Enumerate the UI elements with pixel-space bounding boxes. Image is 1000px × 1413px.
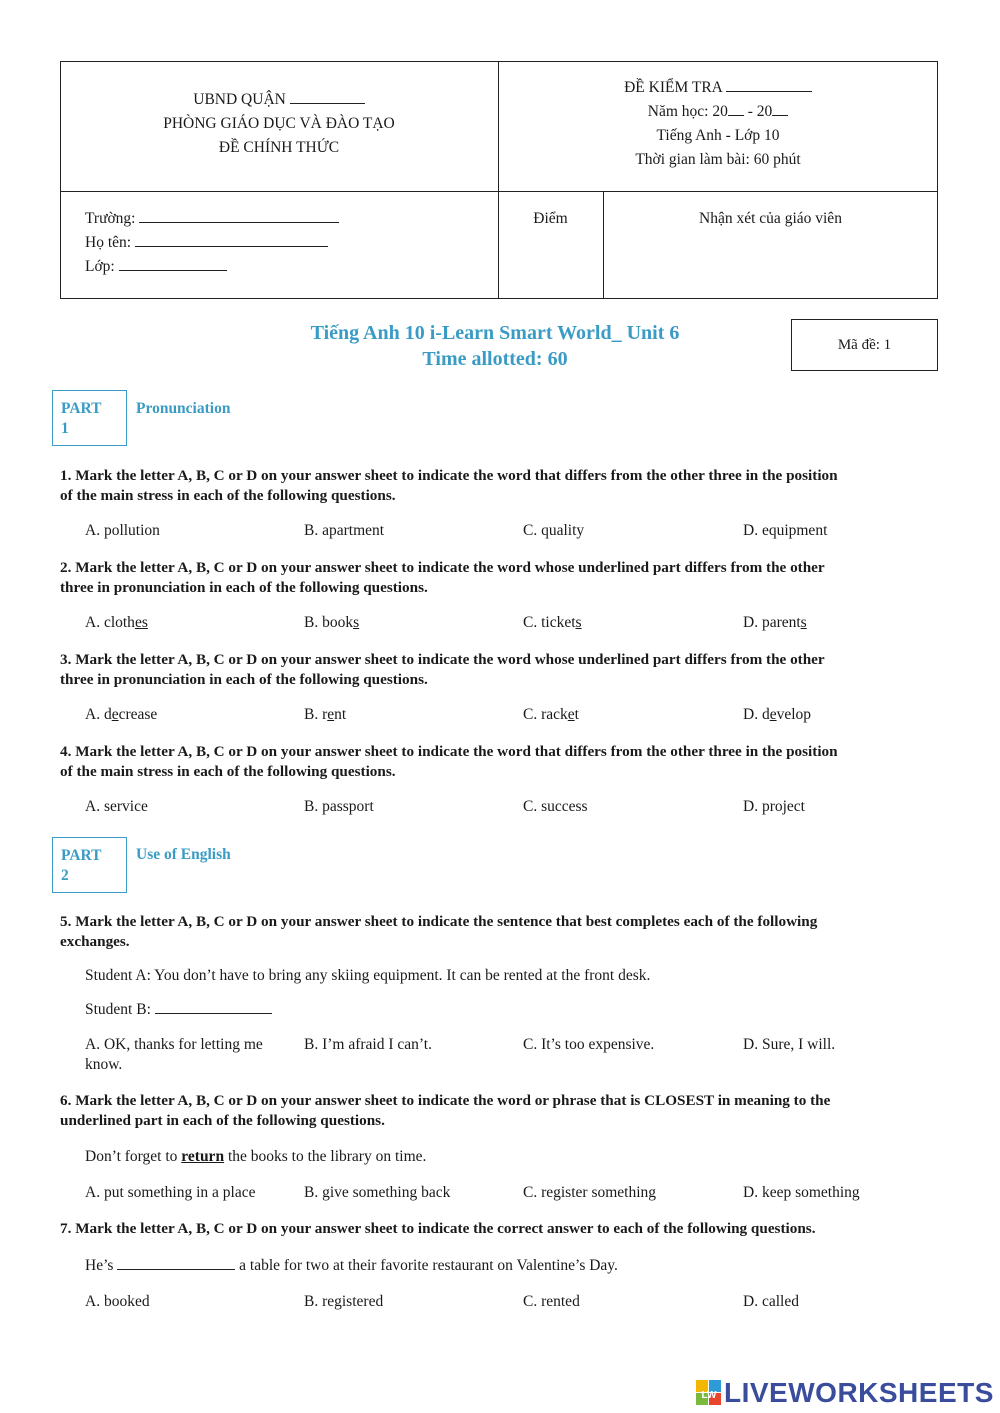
q5-dialogue-b: Student B:	[85, 999, 272, 1020]
question-6-text: 6. Mark the letter A, B, C or D on your answer sheet to indicate the word or phrase that is CLOSEST in meaning to the	[60, 1092, 831, 1109]
class-field	[85, 255, 227, 279]
q6-option-c[interactable]: C. register something	[523, 1184, 657, 1201]
q4-option-d[interactable]: D. project	[743, 798, 805, 815]
q7-option-b[interactable]: B. registered	[304, 1293, 384, 1310]
liveworksheets-badge-icon	[696, 1380, 722, 1406]
q5-option-a[interactable]: A. OK, thanks for letting me know.	[85, 1036, 263, 1073]
q6-underlined-word: return	[181, 1148, 225, 1165]
header-right-block	[498, 76, 938, 172]
part-1-label: PART	[61, 400, 102, 417]
question-4	[60, 742, 940, 782]
school-input[interactable]	[139, 208, 339, 223]
question-2-text: 2. Mark the letter A, B, C or D on your answer sheet to indicate the word whose underlined part differs from the other	[60, 559, 825, 576]
question-7-text: 7. Mark the letter A, B, C or D on your answer sheet to indicate the correct answer to each of the following questions.	[60, 1220, 816, 1237]
q7-sentence: He’s a table for two at their favorite restaurant on Valentine’s Day.	[85, 1257, 618, 1274]
q4-option-c[interactable]: C. success	[523, 798, 588, 815]
q2-option-c[interactable]: C. tickets	[523, 614, 582, 631]
q6-option-b[interactable]: B. give something back	[304, 1184, 451, 1201]
school-label: Trường:	[85, 210, 140, 227]
district-blank[interactable]	[290, 89, 365, 104]
exam-code: Mã đề: 1	[837, 336, 892, 353]
q4-option-b[interactable]: B. passport	[304, 798, 374, 815]
q1-option-a[interactable]: A. pollution	[85, 522, 160, 539]
score-label: Điểm	[533, 210, 568, 227]
question-7	[60, 1219, 940, 1239]
part-1-title: Pronunciation	[136, 400, 231, 417]
question-3-text-cont: three in pronunciation in each of the following questions.	[60, 671, 428, 688]
q2-option-b[interactable]: B. books	[304, 614, 360, 631]
question-6	[60, 1091, 940, 1131]
question-5	[60, 912, 940, 952]
q5-answer-blank[interactable]	[155, 999, 272, 1014]
liveworksheets-logo	[696, 1377, 994, 1409]
liveworksheets-badge-text: LW	[701, 1390, 717, 1401]
q7-option-d[interactable]: D. called	[743, 1293, 799, 1310]
question-6-text-cont: underlined part in each of the following questions.	[60, 1112, 385, 1129]
question-3-text: 3. Mark the letter A, B, C or D on your answer sheet to indicate the word whose underlined part differs from the other	[60, 651, 825, 668]
part-2-title: Use of English	[136, 846, 231, 863]
department-label: PHÒNG GIÁO DỤC VÀ ĐÀO TẠO	[163, 115, 395, 132]
name-field	[85, 231, 328, 255]
name-label: Họ tên:	[85, 234, 135, 251]
q3-option-a[interactable]: A. decrease	[85, 706, 158, 723]
q5-dialogue-a: Student A: You don’t have to bring any skiing equipment. It can be rented at the front desk.	[85, 967, 651, 984]
question-2	[60, 558, 940, 598]
part-2-number: 2	[61, 867, 69, 884]
question-4-text: 4. Mark the letter A, B, C or D on your answer sheet to indicate the word that differs from the other three in the position	[60, 743, 838, 760]
comment-label: Nhận xét của giáo viên	[699, 210, 842, 227]
name-input[interactable]	[135, 232, 328, 247]
subject-label: Tiếng Anh - Lớp 10	[656, 127, 780, 144]
q5-option-d[interactable]: D. Sure, I will.	[743, 1036, 836, 1053]
question-1	[60, 466, 940, 506]
question-2-text-cont: three in pronunciation in each of the following questions.	[60, 579, 428, 596]
question-1-text-cont: of the main stress in each of the following questions.	[60, 487, 396, 504]
part-1-number: 1	[61, 420, 69, 437]
official-label: ĐỀ CHÍNH THỨC	[218, 139, 340, 156]
q2-option-d[interactable]: D. parents	[743, 614, 807, 631]
question-1-text: 1. Mark the letter A, B, C or D on your answer sheet to indicate the word that differs from the other three in the position	[60, 467, 838, 484]
q7-option-a[interactable]: A. booked	[85, 1293, 150, 1310]
q5-option-c[interactable]: C. It’s too expensive.	[523, 1036, 655, 1053]
question-4-text-cont: of the main stress in each of the following questions.	[60, 763, 396, 780]
part-1-box	[52, 390, 127, 446]
exam-label: ĐỀ KIỂM TRA	[624, 79, 726, 96]
header-divider-horizontal	[60, 191, 938, 192]
exam-code-box	[791, 319, 938, 371]
question-5-text-cont: exchanges.	[60, 933, 130, 950]
q1-option-c[interactable]: C. quality	[523, 522, 585, 539]
q3-option-b[interactable]: B. rent	[304, 706, 347, 723]
duration-label: Thời gian làm bài: 60 phút	[635, 151, 801, 168]
part-2-label: PART	[61, 847, 102, 864]
page-subtitle: Time allotted: 60	[422, 348, 568, 370]
q7-answer-blank[interactable]	[117, 1255, 235, 1270]
q4-option-a[interactable]: A. service	[85, 798, 148, 815]
question-5-text: 5. Mark the letter A, B, C or D on your answer sheet to indicate the sentence that best completes each of the following	[60, 913, 818, 930]
header-left-block	[60, 88, 498, 160]
year-blank-2[interactable]	[772, 101, 788, 116]
question-3	[60, 650, 940, 690]
school-field	[85, 207, 339, 231]
q7-option-c[interactable]: C. rented	[523, 1293, 580, 1310]
q2-option-a[interactable]: A. clothes	[85, 614, 148, 631]
q6-option-a[interactable]: A. put something in a place	[85, 1184, 256, 1201]
liveworksheets-text: LIVEWORKSHEETS	[724, 1377, 994, 1408]
district-label: UBND QUẬN	[193, 91, 290, 108]
q1-option-d[interactable]: D. equipment	[743, 522, 828, 539]
q1-option-b[interactable]: B. apartment	[304, 522, 385, 539]
q6-sentence: Don’t forget to return the books to the library on time.	[85, 1148, 427, 1165]
q5-option-b[interactable]: B. I’m afraid I can’t.	[304, 1036, 432, 1053]
class-input[interactable]	[119, 256, 227, 271]
exam-blank[interactable]	[726, 77, 812, 92]
q3-option-c[interactable]: C. racket	[523, 706, 579, 723]
year-label: Năm học: 20	[647, 103, 728, 120]
class-label: Lớp:	[85, 258, 119, 275]
q6-option-d[interactable]: D. keep something	[743, 1184, 860, 1201]
page-title: Tiếng Anh 10 i-Learn Smart World_ Unit 6	[310, 322, 680, 344]
year-label-2: - 20	[743, 103, 773, 120]
year-blank-1[interactable]	[728, 101, 744, 116]
part-2-box	[52, 837, 127, 893]
q3-option-d[interactable]: D. develop	[743, 706, 812, 723]
